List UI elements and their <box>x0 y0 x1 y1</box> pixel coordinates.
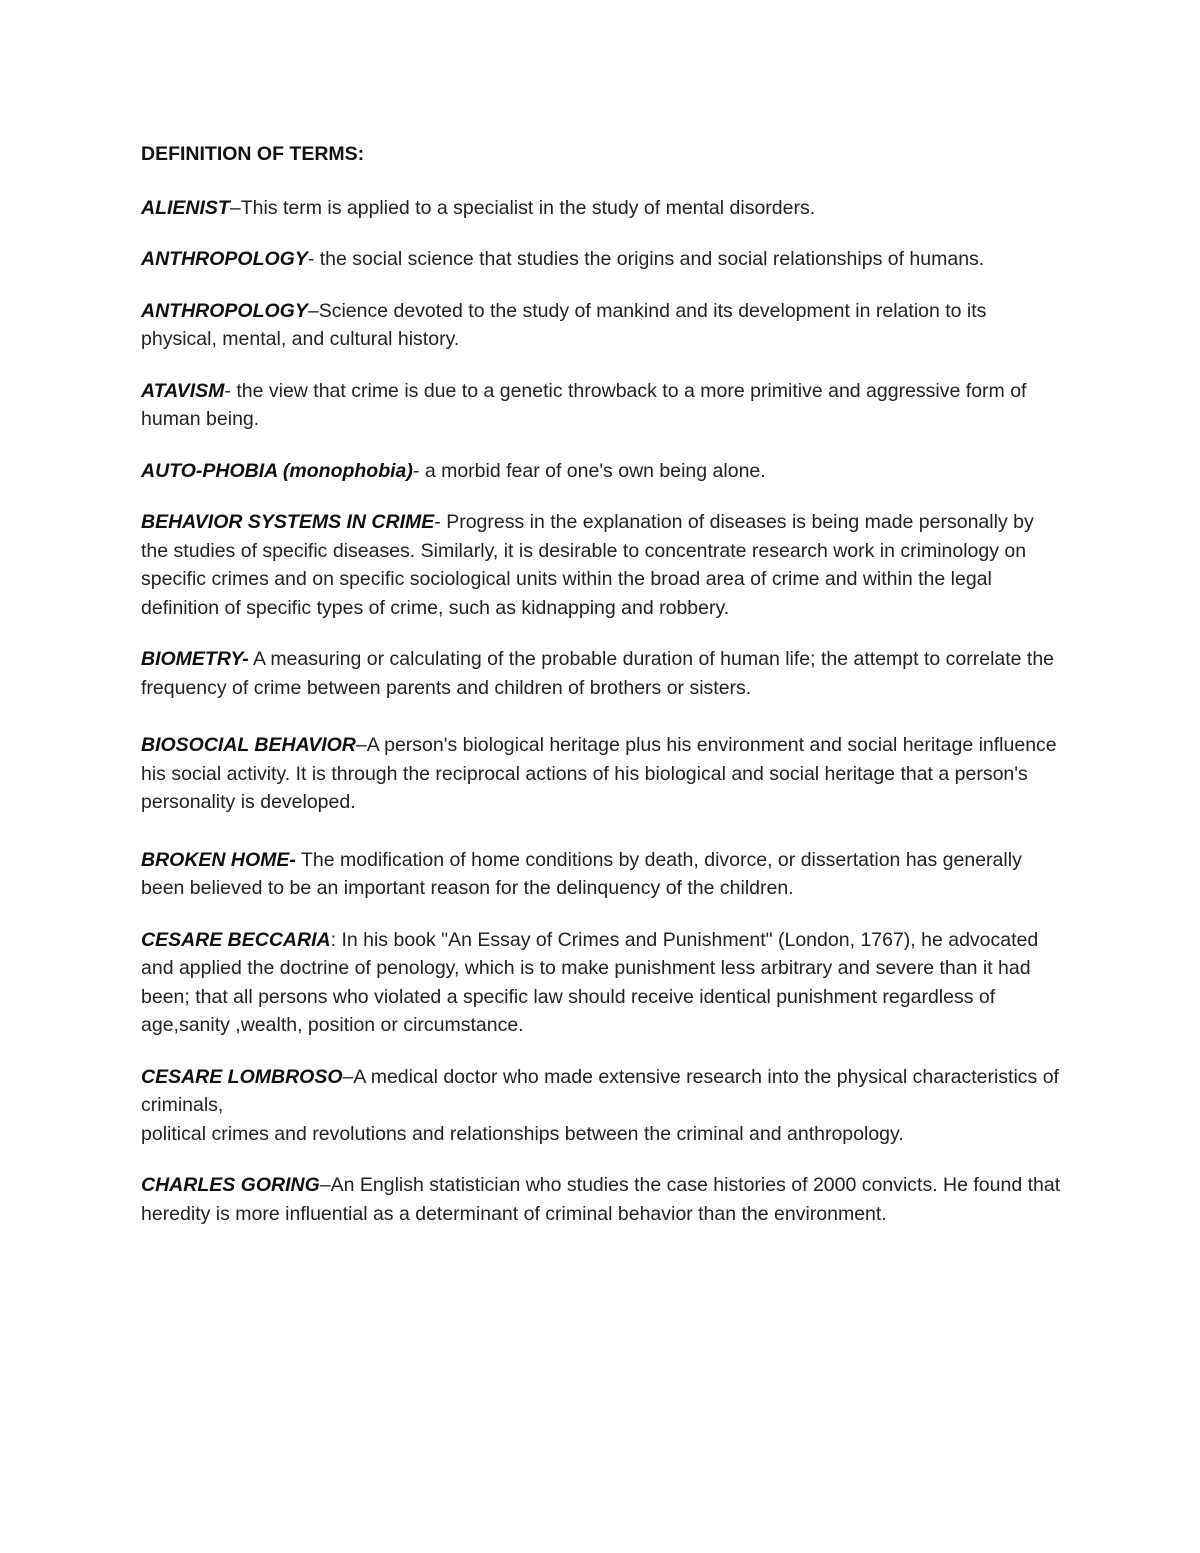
definition: the view that crime is due to a genetic throwback to a more primitive and aggressive form of human being. <box>141 379 1027 430</box>
term-separator: - <box>434 511 447 533</box>
term: CESARE BECCARIA <box>141 928 331 951</box>
term: BROKEN HOME- <box>141 848 296 871</box>
term-separator: – <box>319 1174 331 1196</box>
entry-broken-home <box>141 846 1061 903</box>
definition: In his book "An Essay of Crimes and Punishment" (London, 1767), he advocated and applied the doctrine of penology, which is to make punishment less arbitrary and severe than it had been; that all persons who violated a specific law should receive identical punishment regardless of age,sanity ,wealth, position or circumstance. <box>141 928 1039 1036</box>
term: BIOSOCIAL BEHAVIOR <box>141 734 356 756</box>
entry-charles-goring <box>141 1171 1061 1228</box>
definition: Science devoted to the study of mankind and its development in relation to its physical, mental, and cultural history. <box>141 299 987 350</box>
term: ALIENIST <box>141 196 230 219</box>
entry-anthropology-1 <box>141 245 1061 274</box>
term-separator: – <box>342 1065 354 1088</box>
term-separator: - <box>307 248 320 270</box>
term: BIOMETRY- <box>141 648 249 670</box>
term: ANTHROPOLOGY <box>141 248 308 270</box>
term: CHARLES GORING <box>141 1174 320 1196</box>
entry-cesare-lombroso <box>141 1063 1061 1149</box>
definition: This term is applied to a specialist in the study of mental disorders. <box>240 196 816 219</box>
definition: A person's biological heritage plus his environment and social heritage influence his social activity. It is through the reciprocal actions of his biological and social heritage that a person's personality is developed. <box>141 734 1057 813</box>
entry-anthropology-2 <box>141 297 1061 354</box>
document-body <box>141 140 1061 1251</box>
definition: The modification of home conditions by death, divorce, or dissertation has generally been believed to be an important reason for the delinquency of the children. <box>141 848 1022 899</box>
entry-auto-phobia <box>141 457 1061 486</box>
term-separator: - <box>412 459 425 482</box>
term: ANTHROPOLOGY <box>141 299 308 322</box>
entry-behavior-systems-in-crime <box>141 508 1061 622</box>
definition-continuation: political crimes and revolutions and relationships between the criminal and anthropology. <box>141 1122 904 1145</box>
definition: a morbid fear of one's own being alone. <box>424 459 766 482</box>
term: BEHAVIOR SYSTEMS IN CRIME <box>141 511 435 533</box>
entry-alienist <box>141 194 1061 223</box>
term: CESARE LOMBROSO <box>141 1065 343 1088</box>
document-heading: DEFINITION OF TERMS: <box>141 143 365 165</box>
term: ATAVISM <box>141 379 225 402</box>
term-separator: – <box>229 196 241 219</box>
definition: the social science that studies the origins and social relationships of humans. <box>319 248 985 270</box>
definition: A measuring or calculating of the probable duration of human life; the attempt to correlate the frequency of crime between parents and children of brothers or sisters. <box>141 648 1055 699</box>
definition: A medical doctor who made extensive research into the physical characteristics of criminals, <box>141 1065 1059 1116</box>
definition: An English statistician who studies the case histories of 2000 convicts. He found that heredity is more influential as a determinant of criminal behavior than the environment. <box>141 1174 1061 1225</box>
term-separator: – <box>307 299 319 322</box>
term-separator: – <box>355 734 367 756</box>
term-separator: - <box>224 379 237 402</box>
entry-atavism <box>141 377 1061 434</box>
entry-cesare-beccaria <box>141 926 1061 1040</box>
first-paragraph-line <box>141 1063 1061 1120</box>
entry-biometry <box>141 645 1061 702</box>
term-separator: : <box>330 928 342 951</box>
definition: Progress in the explanation of diseases is being made personally by the studies of specific diseases. Similarly, it is desirable to concentrate research work in criminology on specific crimes and on specific sociological units within the broad area of crime and within the legal definition of specific types of crime, such as kidnapping and robbery. <box>141 511 1034 619</box>
entry-biosocial-behavior <box>141 731 1061 817</box>
term: AUTO-PHOBIA (monophobia) <box>141 459 413 482</box>
